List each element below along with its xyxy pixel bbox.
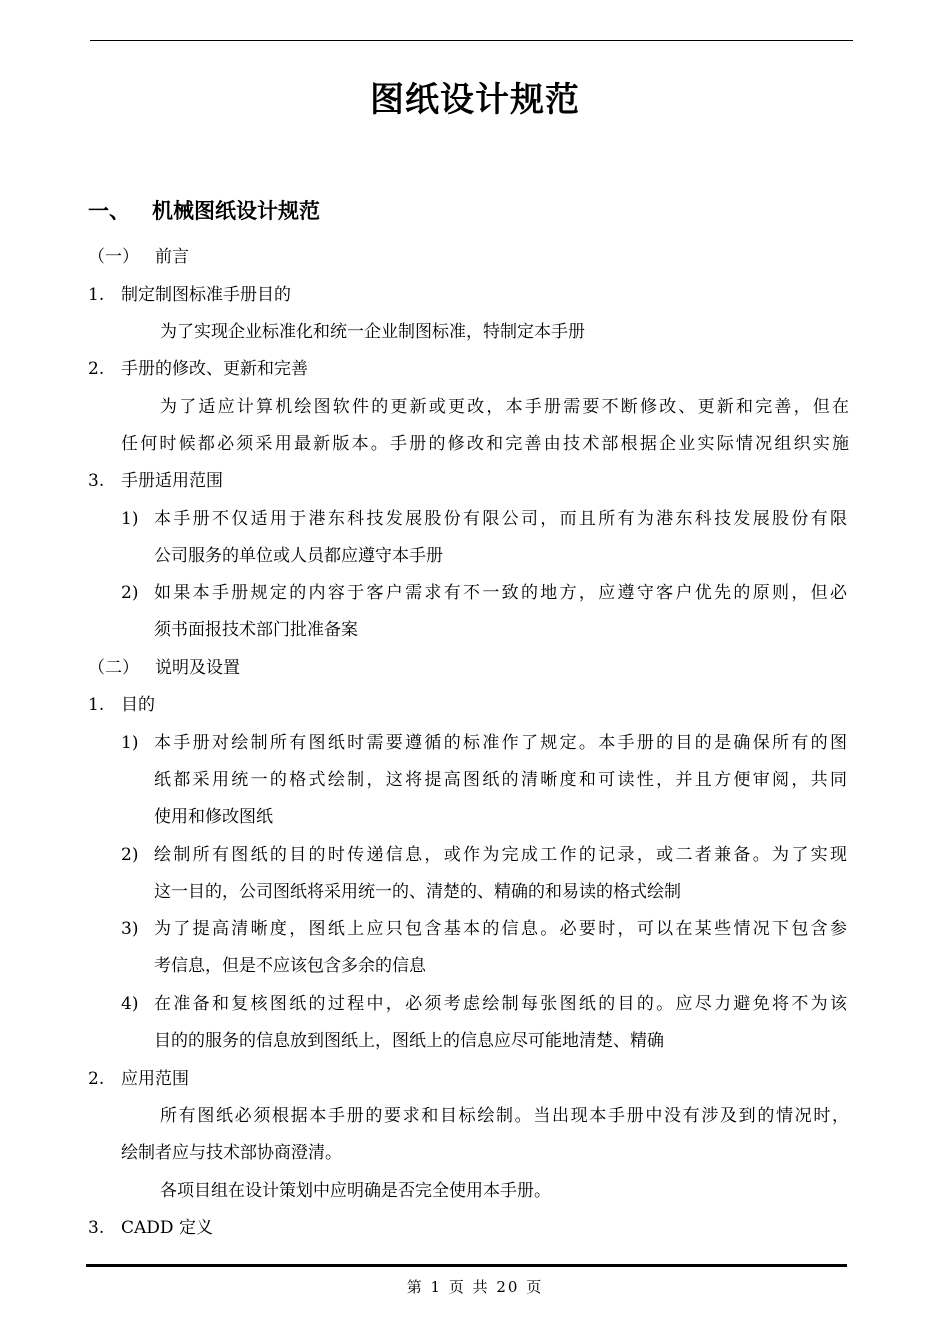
subitem-text: 考信息，但是不应该包含多余的信息 — [154, 956, 426, 976]
item-title: CADD 定义 — [121, 1218, 213, 1238]
item-number: 1. — [88, 285, 105, 305]
section-title: 机械图纸设计规范 — [152, 199, 320, 223]
subitem-text: 纸都采用统一的格式绘制，这将提高图纸的清晰度和可读性，并且方便审阅，共同 — [154, 770, 847, 790]
header-rule — [90, 40, 853, 41]
subsection-title: 说明及设置 — [155, 658, 240, 678]
item-title: 手册的修改、更新和完善 — [121, 359, 308, 379]
item-number: 3. — [88, 471, 105, 491]
subitem-number: 2) — [121, 583, 139, 603]
subsection-title: 前言 — [155, 247, 189, 267]
subitem-number: 1) — [121, 733, 139, 753]
subitem-text: 绘制所有图纸的目的时传递信息，或作为完成工作的记录，或二者兼备。为了实现 — [154, 845, 847, 865]
item-title: 目的 — [121, 695, 155, 715]
item-number: 3. — [88, 1218, 105, 1238]
subitem-text: 在准备和复核图纸的过程中，必须考虑绘制每张图纸的目的。应尽力避免将不为该 — [154, 994, 847, 1014]
paragraph-line: 为了适应计算机绘图软件的更新或更改，本手册需要不断修改、更新和完善，但在 — [160, 397, 849, 417]
subitem-text: 公司服务的单位或人员都应遵守本手册 — [154, 546, 443, 566]
subitem-text: 如果本手册规定的内容于客户需求有不一致的地方，应遵守客户优先的原则，但必 — [154, 583, 847, 603]
subitem-number: 4) — [121, 994, 139, 1014]
subitem-text: 本手册对绘制所有图纸时需要遵循的标准作了规定。本手册的目的是确保所有的图 — [154, 733, 847, 753]
subitem-text: 为了提高清晰度，图纸上应只包含基本的信息。必要时，可以在某些情况下包含参 — [154, 919, 847, 939]
subitem-number: 3) — [121, 919, 139, 939]
item-number: 2. — [88, 1069, 105, 1089]
section-heading — [88, 195, 320, 225]
paragraph-line: 绘制者应与技术部协商澄清。 — [121, 1143, 342, 1163]
document-title: 图纸设计规范 — [370, 80, 580, 120]
section-number: 一、 — [88, 199, 130, 223]
subitem-text: 这一目的，公司图纸将采用统一的、清楚的、精确的和易读的格式绘制 — [154, 882, 681, 902]
page-number-footer: 第 1 页 共 20 页 — [406, 1278, 544, 1296]
paragraph-line: 所有图纸必须根据本手册的要求和目标绘制。当出现本手册中没有涉及到的情况时， — [160, 1106, 849, 1126]
item-number: 2. — [88, 359, 105, 379]
paragraph-line: 为了实现企业标准化和统一企业制图标准，特制定本手册 — [160, 322, 585, 342]
subsection-number: （一） — [88, 247, 139, 267]
item-title: 应用范围 — [121, 1069, 189, 1089]
item-title: 手册适用范围 — [121, 471, 223, 491]
paragraph-line: 任何时候都必须采用最新版本。手册的修改和完善由技术部根据企业实际情况组织实施 — [121, 434, 849, 454]
footer-rule — [86, 1264, 847, 1267]
subitem-number: 2) — [121, 845, 139, 865]
subitem-text: 目的的服务的信息放到图纸上，图纸上的信息应尽可能地清楚、精确 — [154, 1031, 664, 1051]
subitem-text: 本手册不仅适用于港东科技发展股份有限公司，而且所有为港东科技发展股份有限 — [154, 509, 847, 529]
subitem-text: 须书面报技术部门批准备案 — [154, 620, 358, 640]
subitem-number: 1) — [121, 509, 139, 529]
subsection-number: （二） — [88, 658, 139, 678]
subitem-text: 使用和修改图纸 — [154, 807, 273, 827]
item-title: 制定制图标准手册目的 — [121, 285, 291, 305]
paragraph-line: 各项目组在设计策划中应明确是否完全使用本手册。 — [160, 1181, 551, 1201]
item-number: 1. — [88, 695, 105, 715]
